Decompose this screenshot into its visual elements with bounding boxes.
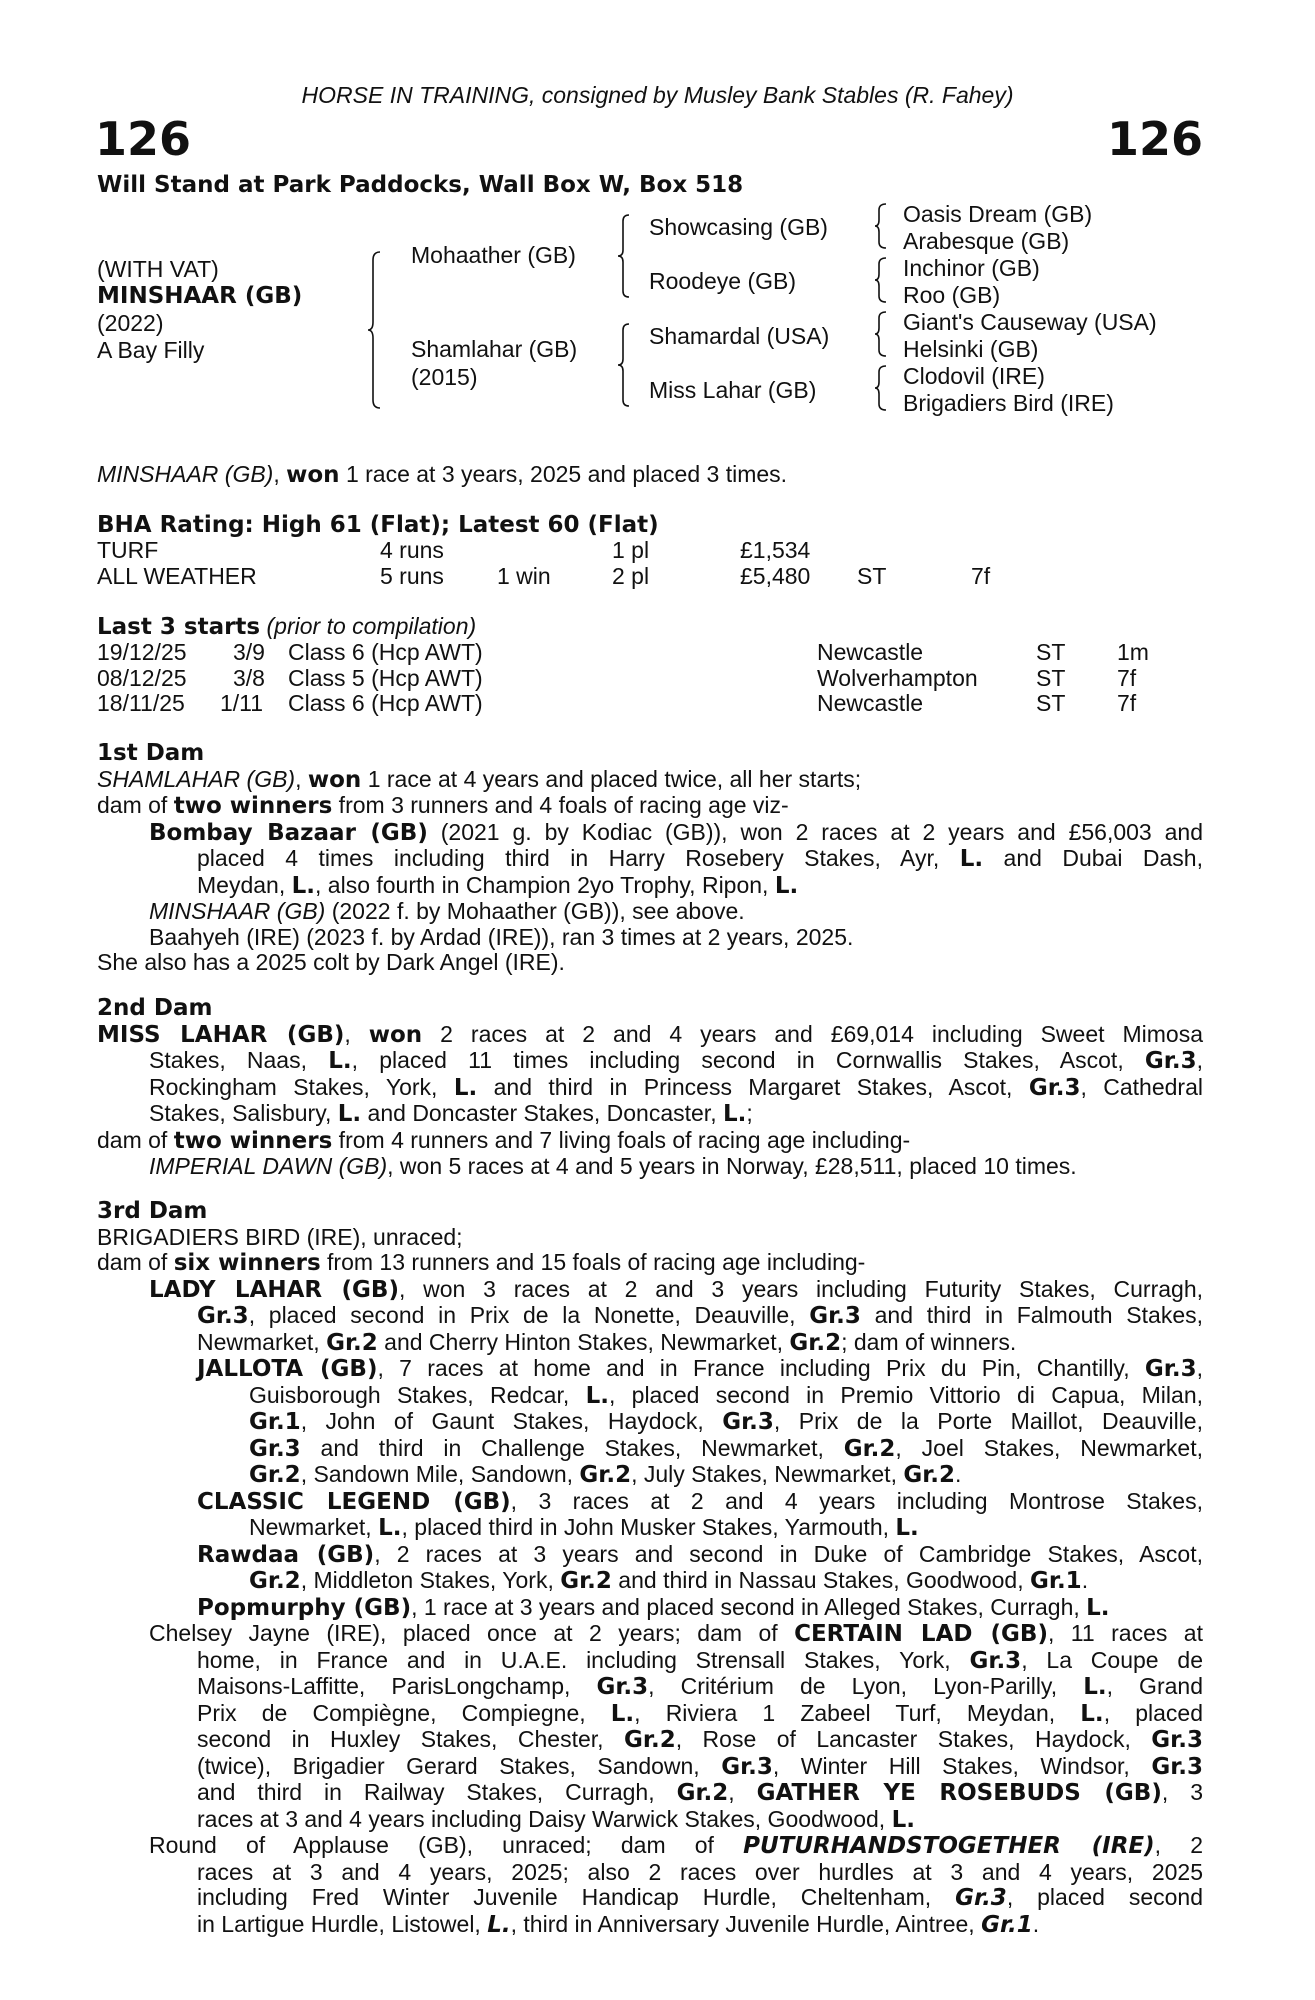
- text: , placed: [1103, 1699, 1203, 1726]
- third-dam-produce-line: [97, 1250, 1203, 1277]
- text: , La Coupe de: [1021, 1646, 1203, 1673]
- record-distance: 7f: [971, 562, 991, 589]
- grade-label: L.: [610, 1700, 635, 1727]
- text: ,: [344, 1020, 369, 1047]
- dam-dam: Miss Lahar (GB): [649, 377, 817, 403]
- record-row-all-weather: [97, 564, 1203, 590]
- produce-name: CLASSIC LEGEND (GB): [197, 1488, 511, 1515]
- produce-entry: JALLOTA (GB), 7 races at home and in France including Prix du Pin, Chantilly, Gr.3,: [197, 1355, 1203, 1382]
- grade-label: Gr.2: [624, 1727, 676, 1753]
- grade-label: L.: [774, 872, 799, 899]
- produce-entry-cont: [97, 1568, 1203, 1595]
- produce-entry-cont: [97, 1674, 1203, 1701]
- text: including Fred Winter Juvenile Handicap Hurdle, Cheltenham,: [197, 1884, 956, 1910]
- produce-entry: [97, 899, 1203, 925]
- produce-entry-cont: [97, 1701, 1203, 1728]
- text: , Sandown Mile, Sandown,: [300, 1461, 580, 1487]
- first-dam-section: [97, 741, 1203, 976]
- start-date: 19/12/25: [97, 639, 187, 665]
- text: , 1 race at 3 years and placed second in Alleged Stakes, Curragh,: [411, 1593, 1087, 1620]
- text: , Grand: [1106, 1673, 1203, 1699]
- text: Newmarket,: [249, 1514, 379, 1540]
- produce-entry: [97, 820, 1203, 847]
- dam-name: SHAMLAHAR (GB): [97, 765, 296, 792]
- text: , Critérium de Lyon, Lyon-Parilly,: [648, 1673, 1084, 1699]
- sire-dam-dam: Roo (GB): [903, 282, 1001, 308]
- record-money: £1,534: [740, 537, 811, 563]
- record-table: [97, 538, 1203, 590]
- produce-entry: [97, 1595, 1203, 1622]
- produce-entry-cont: [97, 846, 1203, 873]
- grade-label: Gr.1: [1030, 1568, 1082, 1594]
- start-distance: 1m: [1117, 639, 1149, 665]
- grade-label: L.: [328, 1048, 352, 1074]
- text: , placed third in John Musker Stakes, Yarmouth,: [401, 1514, 896, 1540]
- grade-label: L.: [891, 1806, 915, 1833]
- grade-label: L.: [337, 1101, 362, 1127]
- winners-count: two winners: [173, 1127, 333, 1154]
- lot-number-right: 126: [1106, 112, 1203, 166]
- last-starts-note: (prior to compilation): [266, 613, 477, 639]
- start-position: 3/8: [233, 664, 265, 691]
- text: and Dubai Dash,: [983, 845, 1203, 871]
- text: .: [1032, 1910, 1040, 1937]
- record-wins: 1 win: [497, 562, 551, 589]
- text: , won 5 races at 4 and 5 years in Norway, £28,511, placed 10 times.: [387, 1153, 1077, 1179]
- text: from 4 runners and 7 living foals of racing age including-: [332, 1126, 911, 1153]
- produce-name: MINSHAAR (GB): [149, 898, 326, 924]
- second-dam-produce-line: [97, 1128, 1203, 1155]
- text: in Lartigue Hurdle, Listowel,: [197, 1910, 488, 1937]
- grade-label: Gr.1: [981, 1911, 1033, 1938]
- bha-rating-heading: BHA Rating: High 61 (Flat); Latest 60 (Flat): [97, 512, 659, 538]
- start-going: ST: [1036, 690, 1066, 716]
- dam-dam-sire: Clodovil (IRE): [903, 363, 1045, 389]
- grade-label: L.: [959, 846, 984, 872]
- text: and third in Railway Stakes, Curragh,: [197, 1779, 677, 1805]
- start-going: ST: [1036, 639, 1066, 665]
- text: ;: [746, 1100, 753, 1126]
- summary-horse-name: MINSHAAR (GB): [97, 461, 274, 487]
- text: dam of: [97, 1126, 174, 1153]
- record-surface: TURF: [97, 537, 159, 563]
- record-placed: 1 pl: [612, 537, 650, 563]
- produce-name: JALLOTA (GB): [197, 1356, 378, 1382]
- start-position: 3/9: [233, 639, 265, 665]
- record-surface: ALL WEATHER: [97, 562, 257, 589]
- third-dam-section: [97, 1199, 1203, 1938]
- start-distance: 7f: [1117, 664, 1137, 691]
- produce-name: Bombay Bazaar (GB): [149, 819, 428, 846]
- grade-label: Gr.3: [721, 1753, 773, 1780]
- grade-label: Gr.2: [249, 1568, 301, 1594]
- grade-label: Gr.2: [676, 1780, 729, 1806]
- grade-label: Gr.3: [249, 1435, 301, 1462]
- text: Stakes, Salisbury,: [149, 1100, 338, 1126]
- grade-label: L.: [1080, 1700, 1104, 1727]
- text: Round of Applause (GB), unraced; dam of: [149, 1832, 744, 1858]
- text: 1 race at 4 years and placed twice, all her starts;: [361, 765, 862, 792]
- grade-label: Gr.3: [1028, 1074, 1081, 1101]
- text: Prix de Compiègne, Compiegne,: [197, 1699, 611, 1726]
- text: .: [1081, 1567, 1089, 1593]
- summary-won: won: [286, 462, 340, 488]
- grade-label: Gr.3: [197, 1303, 249, 1329]
- grade-label: Gr.3: [955, 1885, 1007, 1911]
- text: Chelsey Jayne (IRE), placed once at 2 years; dam of: [149, 1620, 795, 1646]
- pedigree-bracket-5: [875, 256, 889, 304]
- consignor-header: HORSE IN TRAINING, consigned by Musley Bank Stables (R. Fahey): [301, 82, 1014, 108]
- start-row: [97, 666, 1203, 692]
- second-dam-line: [97, 1022, 1203, 1049]
- race-summary: MINSHAAR (GB), won 1 race at 3 years, 2025 and placed 3 times.: [97, 461, 788, 488]
- vat-note: (WITH VAT): [97, 256, 219, 282]
- produce-entry-cont: [97, 1409, 1203, 1436]
- grade-label: Gr.3: [722, 1409, 774, 1435]
- text: , third in Anniversary Juvenile Hurdle, Aintree,: [510, 1910, 982, 1937]
- text: Newmarket,: [197, 1328, 327, 1355]
- text: (twice), Brigadier Gerard Stakes, Sandown,: [197, 1752, 722, 1779]
- grade-label: Gr.2: [560, 1568, 612, 1594]
- text: and third in Challenge Stakes, Newmarket,: [300, 1434, 844, 1461]
- third-dam-heading: 3rd Dam: [97, 1198, 208, 1224]
- horse-description: A Bay Filly: [97, 337, 205, 363]
- produce-entry-cont: [97, 1807, 1203, 1834]
- text: 2 races at 2 and 4 years and £69,014 including Sweet Mimosa: [422, 1020, 1203, 1047]
- produce-name: PUTURHANDSTOGETHER (IRE): [743, 1833, 1155, 1859]
- produce-entry: [97, 1277, 1203, 1304]
- grade-label: Gr.2: [326, 1329, 378, 1356]
- grade-label: L.: [487, 1911, 511, 1938]
- start-date: 18/11/25: [97, 690, 185, 716]
- second-dam-line-cont: [97, 1075, 1203, 1102]
- foaling-year: (2022): [97, 310, 164, 336]
- text: Guisborough Stakes, Redcar,: [249, 1381, 586, 1408]
- text: ,: [295, 765, 308, 792]
- text: ; dam of winners.: [841, 1328, 1017, 1355]
- record-money: £5,480: [740, 562, 811, 589]
- produce-entry-cont: [97, 1303, 1203, 1330]
- first-dam-line: [97, 767, 1203, 794]
- text: , placed second: [1006, 1884, 1203, 1910]
- grade-label: Gr.3: [1151, 1753, 1203, 1780]
- text: (2022 f. by Mohaather (GB)), see above.: [325, 898, 745, 924]
- start-row: [97, 691, 1203, 717]
- first-dam-heading: 1st Dam: [97, 740, 205, 766]
- text: dam of: [97, 1249, 174, 1275]
- text: from 3 runners and 4 foals of racing age viz-: [332, 792, 789, 818]
- produce-entry-cont: [97, 1754, 1203, 1781]
- text: Stakes, Naas,: [149, 1047, 329, 1073]
- record-row-turf: [97, 538, 1203, 564]
- text: , Prix de la Porte Maillot, Deauville,: [773, 1408, 1203, 1434]
- grade-label: Gr.2: [903, 1462, 956, 1488]
- produce-entry-cont: [97, 1462, 1203, 1489]
- text: placed 4 times including third in Harry Rosebery Stakes, Ayr,: [197, 845, 960, 871]
- text: races at 3 and 4 years including Daisy Warwick Stakes, Goodwood,: [197, 1805, 892, 1832]
- second-dam-heading: 2nd Dam: [97, 995, 213, 1021]
- text: , 3 races at 2 and 4 years including Montrose Stakes,: [510, 1487, 1203, 1514]
- produce-entry-cont: races at 3 and 4 years, 2025; also 2 races over hurdles at 3 and 4 years, 2025: [197, 1858, 1203, 1885]
- second-dam-line-cont: Stakes, Naas, L., placed 11 times including second in Cornwallis Stakes, Ascot, Gr.3,: [149, 1047, 1203, 1074]
- text: , John of Gaunt Stakes, Haydock,: [300, 1408, 723, 1434]
- produce-name: CERTAIN LAD (GB): [794, 1621, 1048, 1647]
- produce-name: IMPERIAL DAWN (GB): [149, 1153, 388, 1179]
- start-going: ST: [1036, 664, 1066, 691]
- text: , July Stakes, Newmarket,: [631, 1461, 904, 1487]
- summary-text: 1 race at 3 years, 2025 and placed 3 times.: [345, 461, 788, 487]
- last-starts-heading-line: [97, 614, 476, 641]
- dam-name: MISS LAHAR (GB): [97, 1021, 345, 1048]
- grade-label: Gr.3: [1144, 1356, 1197, 1382]
- text: , 3: [1161, 1779, 1204, 1805]
- text: dam of: [97, 792, 174, 818]
- text: second in Huxley Stakes, Chester,: [197, 1726, 625, 1752]
- text: , Cathedral: [1080, 1073, 1203, 1100]
- grade-label: Gr.3: [1144, 1048, 1197, 1074]
- start-date: 08/12/25: [97, 664, 187, 691]
- start-class: Class 5 (Hcp AWT): [288, 664, 483, 691]
- start-class: Class 6 (Hcp AWT): [288, 639, 483, 665]
- sire-sire-sire: Oasis Dream (GB): [903, 201, 1093, 227]
- sire-dam-sire: Inchinor (GB): [903, 255, 1040, 281]
- text: Meydan,: [197, 871, 292, 898]
- text: home, in France and in U.A.E. including Strensall Stakes, York,: [197, 1646, 970, 1673]
- pedigree-bracket-6: [875, 310, 889, 358]
- text: , Riviera 1 Zabeel Turf, Meydan,: [634, 1699, 1081, 1726]
- produce-note: She also has a 2025 colt by Dark Angel (IRE).: [97, 949, 565, 975]
- produce-name: LADY LAHAR (GB): [149, 1276, 399, 1303]
- last-starts-table: [97, 640, 1203, 718]
- produce-entry-cont: [97, 1648, 1203, 1675]
- horse-name: MINSHAAR (GB): [97, 283, 303, 309]
- sire-dam: Roodeye (GB): [649, 268, 797, 294]
- produce-name: Popmurphy (GB): [197, 1594, 412, 1621]
- stand-location: Will Stand at Park Paddocks, Wall Box W, Box 518: [97, 172, 744, 198]
- grade-label: Gr.2: [789, 1329, 842, 1356]
- text: , Rose of Lancaster Stakes, Haydock,: [675, 1726, 1152, 1752]
- grade-label: Gr.2: [579, 1462, 632, 1488]
- last-starts-heading: Last 3 starts: [97, 614, 261, 640]
- produce-name: GATHER YE ROSEBUDS (GB): [756, 1780, 1162, 1806]
- grade-label: L.: [1083, 1674, 1107, 1700]
- first-dam-produce-line: [97, 793, 1203, 820]
- start-course: Wolverhampton: [817, 664, 978, 691]
- produce-entry-cont: [97, 1912, 1203, 1939]
- produce-entry: [97, 1542, 1203, 1569]
- record-going: ST: [857, 562, 887, 589]
- record-placed: 2 pl: [612, 562, 650, 589]
- start-course: Newcastle: [817, 639, 924, 665]
- text: and third in Nassau Stakes, Goodwood,: [611, 1567, 1030, 1593]
- won-label: won: [368, 1021, 423, 1048]
- text: , 7 races at home and in France including Prix du Pin, Chantilly,: [377, 1355, 1145, 1381]
- grade-label: Gr.3: [969, 1647, 1022, 1674]
- text: .: [955, 1461, 962, 1487]
- winners-count: six winners: [173, 1250, 321, 1276]
- grade-label: Gr.3: [596, 1674, 649, 1700]
- text: and Doncaster Stakes, Doncaster,: [361, 1100, 723, 1126]
- produce-entry: Baahyeh (IRE) (2023 f. by Ardad (IRE)), ran 3 times at 2 years, 2025.: [149, 923, 854, 950]
- text: and third in Falmouth Stakes,: [860, 1302, 1203, 1328]
- produce-entry: [97, 1489, 1203, 1516]
- pedigree-bracket-2: [618, 213, 634, 299]
- pedigree-bracket-1: [368, 250, 388, 410]
- text: , won 3 races at 2 and 3 years including Futurity Stakes, Curragh,: [398, 1275, 1203, 1302]
- dam-dam-dam: Brigadiers Bird (IRE): [903, 390, 1114, 416]
- text: , Middleton Stakes, York,: [300, 1567, 561, 1593]
- produce-entry-cont: [97, 1436, 1203, 1463]
- produce-entry-cont: [97, 1383, 1203, 1410]
- text: , 2 races at 3 years and second in Duke of Cambridge Stakes, Ascot,: [374, 1540, 1203, 1567]
- text: , placed second in Premio Vittorio di Capua, Milan,: [608, 1381, 1204, 1408]
- produce-entry: [97, 1621, 1203, 1648]
- produce-name: Rawdaa (GB): [197, 1541, 375, 1568]
- pedigree-bracket-7: [875, 364, 889, 412]
- produce-entry-cont: [97, 1515, 1203, 1542]
- start-class: Class 6 (Hcp AWT): [288, 690, 483, 716]
- second-dam-section: [97, 996, 1203, 1180]
- grade-label: L.: [453, 1074, 478, 1101]
- text: ,: [728, 1779, 757, 1805]
- text: , Winter Hill Stakes, Windsor,: [772, 1752, 1152, 1779]
- text: , also fourth in Champion 2yo Trophy, Ripon,: [315, 871, 775, 898]
- start-distance: 7f: [1117, 690, 1137, 716]
- text: , placed 11 times including second in Cornwallis Stakes, Ascot,: [351, 1047, 1145, 1073]
- third-dam-line: BRIGADIERS BIRD (IRE), unraced;: [97, 1223, 463, 1250]
- grade-label: L.: [895, 1515, 919, 1541]
- winners-count: two winners: [173, 793, 333, 819]
- text: , 11 races at: [1047, 1620, 1203, 1646]
- sire: Mohaather (GB): [411, 242, 576, 268]
- text: and third in Princess Margaret Stakes, Ascot,: [477, 1073, 1029, 1100]
- text: , 2: [1154, 1832, 1204, 1858]
- second-dam-line-cont: [97, 1101, 1203, 1128]
- text: , Joel Stakes, Newmarket,: [895, 1434, 1203, 1461]
- pedigree-bracket-4: [875, 202, 889, 250]
- dam-sire-dam: Helsinki (GB): [903, 336, 1039, 362]
- produce-entry-cont: [97, 1727, 1203, 1754]
- text: (2021 g. by Kodiac (GB)), won 2 races at 2 years and £56,003 and: [427, 818, 1203, 845]
- grade-label: Gr.3: [1151, 1727, 1203, 1753]
- produce-entry-cont: [97, 873, 1203, 900]
- produce-entry-cont: [97, 1780, 1203, 1807]
- text: and Cherry Hinton Stakes, Newmarket,: [377, 1328, 790, 1355]
- produce-entry: [97, 1833, 1203, 1860]
- text: Maisons-Laffitte, ParisLongchamp,: [197, 1673, 597, 1699]
- grade-label: Gr.2: [249, 1462, 301, 1488]
- record-runs: 4 runs: [380, 537, 444, 563]
- produce-entry-cont: [97, 1885, 1203, 1912]
- sire-sire-dam: Arabesque (GB): [903, 228, 1070, 254]
- won-label: won: [307, 766, 362, 793]
- grade-label: L.: [378, 1515, 402, 1541]
- text: from 13 runners and 15 foals of racing age including-: [320, 1249, 866, 1275]
- pedigree-bracket-3: [618, 322, 634, 408]
- grade-label: L.: [722, 1101, 747, 1127]
- dam-sire: Shamardal (USA): [649, 323, 830, 349]
- dam-year: (2015): [411, 364, 478, 390]
- grade-label: Gr.2: [843, 1435, 896, 1462]
- dam: Shamlahar (GB): [411, 336, 578, 362]
- produce-entry: [97, 1154, 1203, 1180]
- start-row: [97, 640, 1203, 666]
- start-course: Newcastle: [817, 690, 924, 716]
- dam-sire-sire: Giant's Causeway (USA): [903, 309, 1157, 335]
- record-runs: 5 runs: [380, 562, 444, 589]
- grade-label: L.: [1086, 1594, 1110, 1621]
- text: , placed second in Prix de la Nonette, Deauville,: [248, 1302, 810, 1328]
- grade-label: Gr.3: [809, 1303, 861, 1329]
- grade-label: L.: [585, 1382, 609, 1409]
- lot-number-left: 126: [95, 112, 192, 166]
- grade-label: L.: [291, 872, 316, 899]
- text: Rockingham Stakes, York,: [149, 1073, 454, 1100]
- grade-label: Gr.1: [249, 1409, 301, 1435]
- produce-entry-cont: [97, 1330, 1203, 1357]
- sire-sire: Showcasing (GB): [649, 214, 828, 240]
- start-position: 1/11: [220, 690, 264, 716]
